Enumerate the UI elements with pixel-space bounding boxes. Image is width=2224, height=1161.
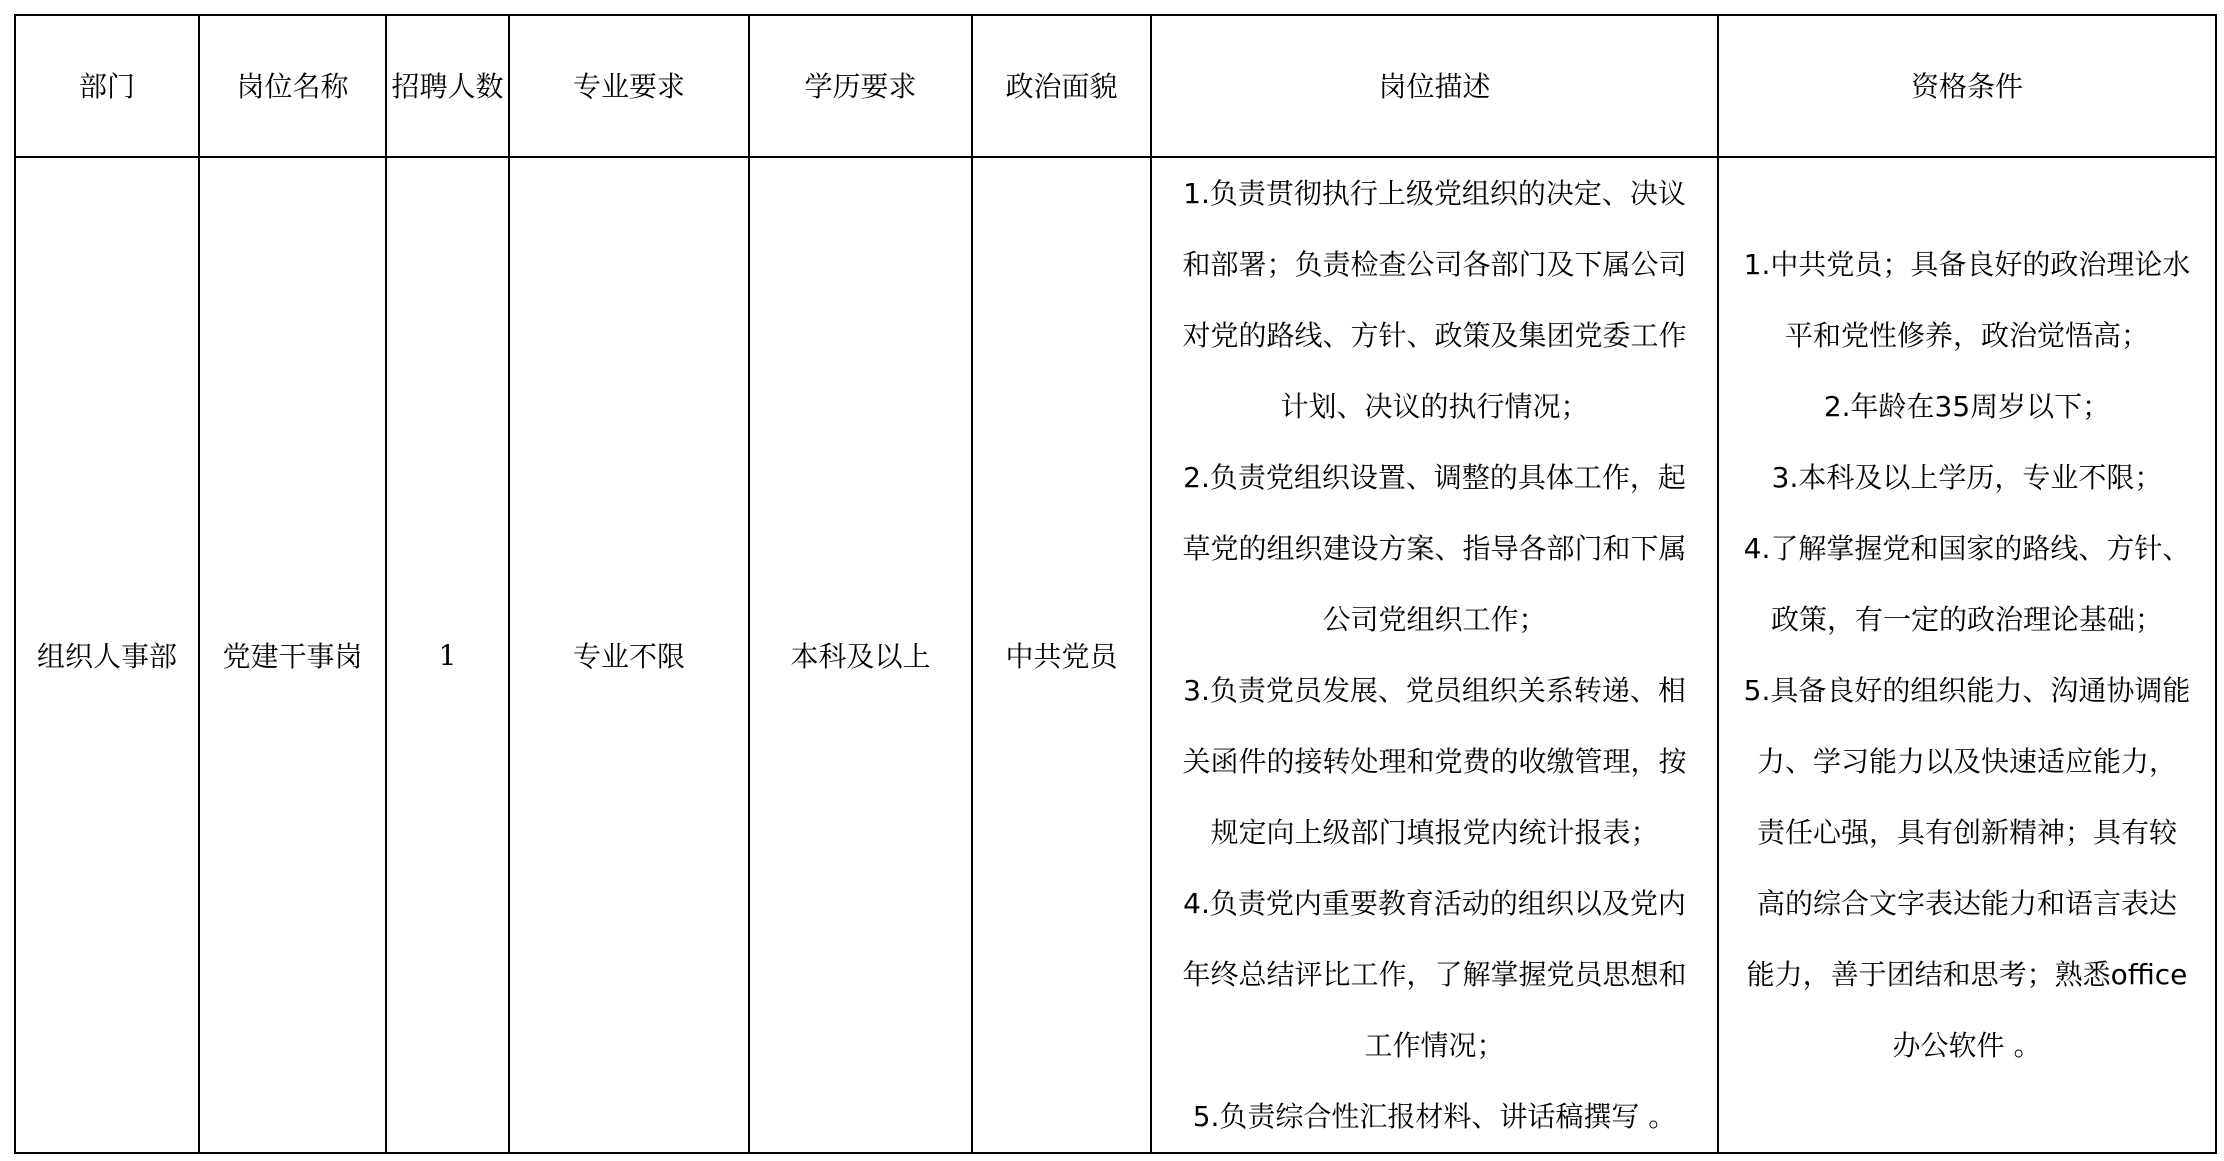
- header-major: 专业要求: [509, 15, 749, 157]
- qualification-line: 力、学习能力以及快速适应能力，: [1756, 745, 2177, 778]
- job-description-line: 计划、决议的执行情况；: [1280, 390, 1589, 423]
- job-description-line: 年终总结评比工作，了解掌握党员思想和: [1182, 958, 1687, 991]
- cell-political-status: 中共党员: [972, 157, 1151, 1153]
- qualification-line: 政策，有一定的政治理论基础；: [1770, 603, 2163, 636]
- header-department: 部门: [15, 15, 199, 157]
- header-education: 学历要求: [749, 15, 972, 157]
- header-political-status: 政治面貌: [972, 15, 1151, 157]
- qualification-line: 5.具备良好的组织能力、沟通协调能: [1743, 674, 2191, 707]
- cell-education: 本科及以上: [749, 157, 972, 1153]
- job-posting-table: [14, 14, 2217, 1154]
- job-description-line: 和部署；负责检查公司各部门及下属公司: [1182, 248, 1687, 281]
- cell-position-name: 党建干事岗: [199, 157, 386, 1153]
- job-description-line: 1.负责贯彻执行上级党组织的决定、决议: [1183, 177, 1686, 210]
- qualification-line: 2.年龄在35周岁以下；: [1823, 390, 2111, 423]
- cell-headcount: 1: [386, 157, 509, 1153]
- job-description-line: 4.负责党内重要教育活动的组织以及党内: [1183, 887, 1686, 920]
- header-qualifications: 资格条件: [1718, 15, 2216, 157]
- job-description-line: 2.负责党组织设置、调整的具体工作，起: [1183, 461, 1686, 494]
- table-row: [15, 157, 2216, 1153]
- job-description-line: 5.负责综合性汇报材料、讲话稿撰写 。: [1192, 1100, 1677, 1133]
- cell-qualifications: [1718, 157, 2216, 1153]
- job-description-line: 规定向上级部门填报党内统计报表；: [1210, 816, 1659, 849]
- header-row: [15, 15, 2216, 157]
- qualification-line: 4.了解掌握党和国家的路线、方针、: [1743, 532, 2191, 565]
- header-position-name: 岗位名称: [199, 15, 386, 157]
- job-description-line: 3.负责党员发展、党员组织关系转递、相: [1183, 674, 1686, 707]
- job-description-line: 草党的组织建设方案、指导各部门和下属: [1182, 532, 1687, 565]
- job-description-line: 公司党组织工作；: [1322, 603, 1547, 636]
- qualification-line: 3.本科及以上学历，专业不限；: [1771, 461, 2163, 494]
- job-description-lines: [1152, 158, 1717, 1152]
- cell-major: 专业不限: [509, 157, 749, 1153]
- qualification-line: 1.中共党员；具备良好的政治理论水: [1743, 248, 2191, 281]
- qualification-line: 责任心强，具有创新精神；具有较: [1756, 816, 2177, 849]
- header-headcount: 招聘人数: [386, 15, 509, 157]
- header-job-description: 岗位描述: [1151, 15, 1718, 157]
- job-description-line: 关函件的接转处理和党费的收缴管理，按: [1182, 745, 1687, 778]
- job-description-line: 工作情况；: [1364, 1029, 1505, 1062]
- qualification-line: 平和党性修养，政治觉悟高；: [1784, 319, 2149, 352]
- qualifications-lines: [1719, 229, 2215, 1081]
- cell-department: 组织人事部: [15, 157, 199, 1153]
- qualification-line: 高的综合文字表达能力和语言表达: [1756, 887, 2177, 920]
- qualification-line: 办公软件 。: [1892, 1029, 2042, 1062]
- cell-job-description: [1151, 157, 1718, 1153]
- qualification-line: 能力，善于团结和思考；熟悉office: [1746, 958, 2188, 991]
- job-description-line: 对党的路线、方针、政策及集团党委工作: [1182, 319, 1687, 352]
